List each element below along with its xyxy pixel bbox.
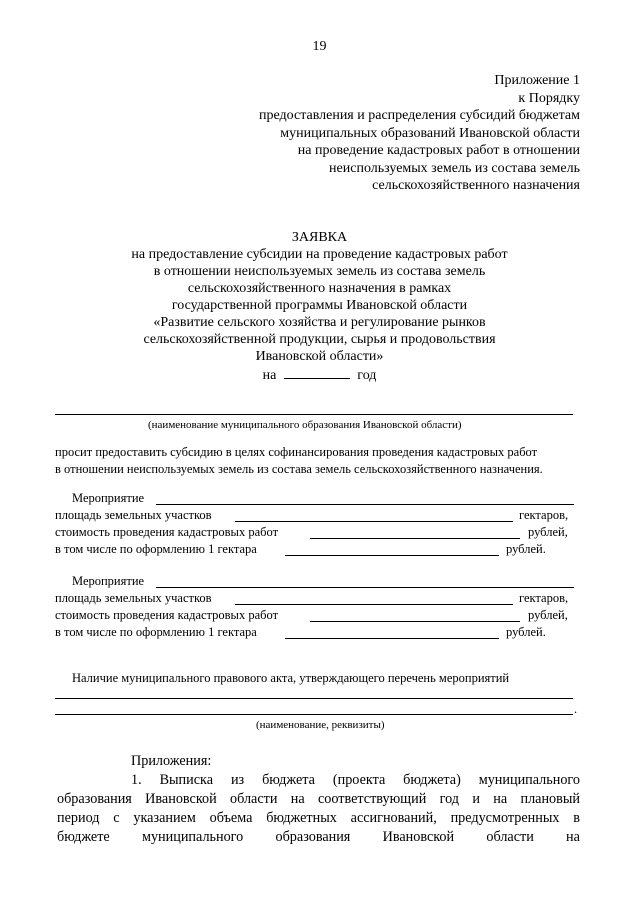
appendix-reference [259, 72, 580, 195]
page-number: 19 [312, 39, 327, 54]
area-unit: гектаров, [519, 591, 569, 605]
word: образования [57, 791, 132, 807]
legal-act-caption: (наименование, реквизиты) [256, 719, 385, 731]
word: бюджете [57, 829, 110, 845]
word: Ивановской [382, 829, 455, 845]
attachment-line [57, 828, 580, 848]
area-label: площадь земельных участков [55, 508, 212, 522]
word: области [486, 829, 534, 845]
attachment-line [131, 771, 580, 791]
cost-label: стоимость проведения кадастровых работ [55, 608, 279, 622]
word: объема [209, 810, 253, 826]
word: соответствующий [318, 791, 427, 807]
measure-label: Мероприятие [72, 491, 145, 505]
area-label: площадь земельных участков [55, 591, 212, 605]
title-line: в отношении неиспользуемых земель из состава земель [153, 264, 486, 279]
cost-unit: рублей, [528, 525, 568, 539]
word: указанием [133, 810, 196, 826]
attachments-heading: Приложения: [131, 753, 212, 769]
word: предусмотренных [450, 810, 560, 826]
word: Ивановской [145, 791, 217, 807]
word: ассигнований, [350, 810, 437, 826]
per-hectare-field[interactable] [285, 555, 499, 556]
word: на [493, 791, 508, 807]
measure-field[interactable] [156, 587, 574, 588]
appendix-line: сельскохозяйственного назначения [372, 178, 580, 193]
appendix-line: Приложение 1 [494, 73, 580, 88]
appendix-line: предоставления и распределения субсидий бюджетам [258, 108, 580, 123]
word: образования [275, 829, 351, 845]
title-line: на предоставление субсидии на проведение кадастровых работ [131, 247, 508, 262]
legal-act-text: Наличие муниципального правового акта, утверждающего перечень мероприятий [72, 671, 510, 685]
year-suffix: год [357, 368, 377, 383]
title-line: Ивановской области» [255, 349, 384, 364]
measure-label: Мероприятие [72, 574, 145, 588]
title-heading: ЗАЯВКА [291, 230, 348, 245]
legal-act-field[interactable] [55, 714, 573, 715]
request-line: в отношении неиспользуемых земель из состава земель сельскохозяйственного назначения. [55, 462, 543, 476]
per-hectare-unit: рублей. [506, 625, 546, 639]
word: муниципального [478, 772, 580, 788]
word: из [230, 772, 245, 788]
area-unit: гектаров, [519, 508, 569, 522]
word: и [472, 791, 480, 807]
word: на [290, 791, 305, 807]
word: области [230, 791, 278, 807]
appendix-line: к Порядку [518, 90, 580, 106]
measure-field[interactable] [156, 504, 574, 505]
word: период [57, 810, 100, 826]
word: на [566, 829, 580, 845]
request-line: просит предоставить субсидию в целях софинансирования проведения кадастровых работ [55, 445, 538, 459]
word: бюджета) [403, 772, 461, 788]
title-year-line [0, 366, 639, 384]
title-line: сельскохозяйственного назначения в рамках [187, 281, 452, 296]
attachment-line [57, 809, 580, 829]
word: бюджетных [266, 810, 337, 826]
word: плановый [520, 791, 580, 807]
title-line: «Развитие сельского хозяйства и регулирование рынков [153, 315, 486, 330]
word: с [113, 810, 120, 826]
word: (проекта [332, 772, 386, 788]
area-field[interactable] [235, 604, 513, 605]
per-hectare-field[interactable] [285, 638, 499, 639]
word: Выписка [159, 772, 214, 788]
word: муниципального [141, 829, 244, 845]
appendix-line: муниципальных образований Ивановской области [280, 125, 580, 141]
cost-label: стоимость проведения кадастровых работ [55, 525, 279, 539]
municipality-caption: (наименование муниципального образования Ивановской области) [148, 419, 462, 431]
legal-act-end-mark: . [574, 702, 578, 716]
appendix-line: на проведение кадастровых работ в отношении [297, 143, 580, 158]
cost-unit: рублей, [528, 608, 568, 622]
municipality-field[interactable] [55, 414, 573, 415]
cost-field[interactable] [310, 538, 520, 539]
cost-field[interactable] [310, 621, 520, 622]
per-hectare-unit: рублей. [506, 542, 546, 556]
word: в [573, 810, 580, 826]
attachment-line [57, 790, 580, 810]
per-hectare-label: в том числе по оформлению 1 гектара [55, 625, 257, 639]
word: год [439, 791, 460, 807]
title-line: сельскохозяйственной продукции, сырья и продовольствия [143, 332, 496, 347]
year-field[interactable] [284, 366, 350, 379]
word: 1. [131, 772, 142, 788]
year-prefix: на [262, 368, 277, 383]
legal-act-field[interactable] [55, 698, 573, 699]
word: бюджета [262, 772, 315, 788]
title-line: государственной программы Ивановской области [171, 298, 468, 313]
area-field[interactable] [235, 521, 513, 522]
appendix-line: неиспользуемых земель из состава земель [329, 160, 580, 176]
per-hectare-label: в том числе по оформлению 1 гектара [55, 542, 257, 556]
